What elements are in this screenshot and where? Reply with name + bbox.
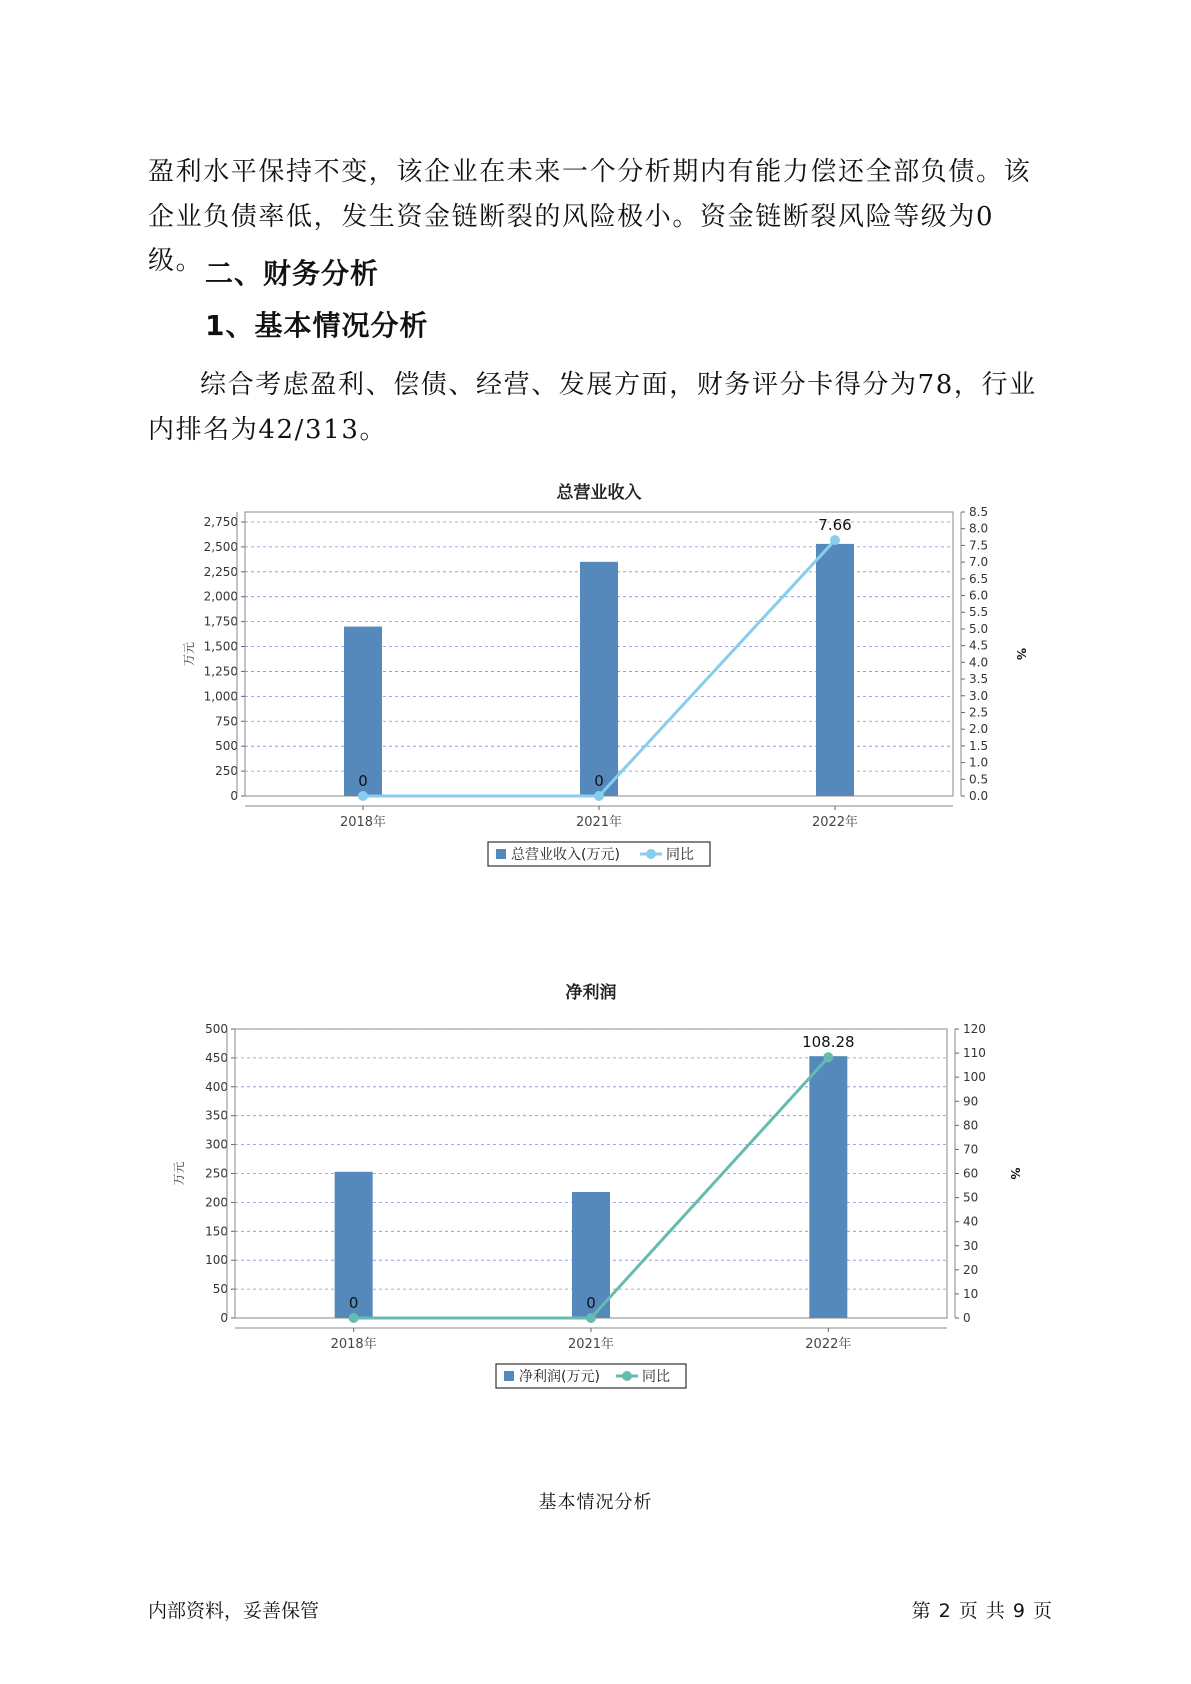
y-tick-label: 50: [212, 1282, 228, 1297]
x-tick-label: 2018年: [339, 815, 387, 830]
y2-tick-label: 8.0: [969, 521, 989, 536]
y2-tick-label: 3.5: [969, 672, 989, 687]
yoy-data-label: 0: [358, 772, 368, 790]
y2-tick-label: 90: [963, 1094, 979, 1109]
yoy-point: [823, 1052, 833, 1062]
y2-tick-label: 5.0: [969, 621, 989, 636]
y-tick-label: 2,750: [203, 514, 238, 529]
bar: [344, 627, 382, 796]
y-tick-label: 400: [205, 1079, 228, 1094]
y-tick-label: 500: [205, 1022, 228, 1036]
y2-tick-label: 40: [963, 1214, 979, 1229]
y2-tick-label: 70: [963, 1142, 979, 1157]
bar: [809, 1056, 847, 1318]
y-tick-label: 500: [215, 739, 238, 754]
y2-tick-label: 0: [963, 1311, 971, 1325]
y-tick-label: 250: [205, 1166, 228, 1181]
yoy-point: [349, 1313, 359, 1323]
y2-tick-label: 1.5: [969, 738, 989, 753]
y-axis-label: 万元: [182, 641, 196, 667]
net-profit-chart: [150, 980, 1022, 1450]
y2-tick-label: 120: [963, 1022, 986, 1036]
figure-caption: 基本情况分析: [538, 1492, 653, 1513]
y2-tick-label: 2.5: [969, 705, 989, 720]
yoy-data-label: 0: [586, 1294, 596, 1312]
y2-tick-label: 0.0: [969, 789, 989, 803]
y2-tick-label: 3.0: [969, 688, 989, 703]
chart-title: 总营业收入: [556, 483, 642, 503]
y2-tick-label: 7.5: [969, 538, 989, 553]
paragraph-line: 综合考虑盈利、偿债、经营、发展方面，财务评分卡得分为78，行业: [200, 370, 1037, 400]
y-tick-label: 300: [205, 1137, 228, 1152]
y2-tick-label: 30: [963, 1238, 979, 1253]
legend-line-marker: [646, 849, 656, 859]
y-tick-label: 150: [205, 1224, 228, 1239]
y2-tick-label: 110: [963, 1046, 986, 1061]
y-tick-label: 100: [205, 1253, 228, 1268]
y2-tick-label: 20: [963, 1262, 979, 1277]
y2-tick-label: 1.0: [969, 755, 989, 770]
y-tick-label: 2,250: [203, 564, 238, 579]
legend-bar-label: 总营业收入(万元): [511, 847, 620, 863]
paragraph-line: 内排名为42/313。: [148, 415, 388, 445]
y-tick-label: 1,500: [203, 639, 238, 654]
yoy-point: [586, 1313, 596, 1323]
x-tick-label: 2018年: [330, 1337, 377, 1352]
y2-tick-label: 2.0: [969, 722, 989, 737]
legend-line-label: 同比: [666, 847, 694, 863]
y2-tick-label: 4.0: [969, 655, 989, 670]
y2-tick-label: 4.5: [969, 638, 989, 653]
y-tick-label: 250: [215, 764, 238, 779]
legend-line-marker: [622, 1371, 632, 1381]
y2-tick-label: 0.5: [969, 772, 989, 787]
paragraph-line: 盈利水平保持不变，该企业在未来一个分析期内有能力偿还全部负债。该: [148, 157, 1032, 187]
legend-bar-swatch: [504, 1371, 514, 1381]
y2-axis-label: %: [1008, 1167, 1022, 1180]
yoy-point: [594, 791, 604, 801]
y2-tick-label: 100: [963, 1070, 986, 1085]
y-tick-label: 0: [220, 1311, 228, 1325]
yoy-data-label: 0: [348, 1294, 359, 1312]
y2-tick-label: 7.0: [969, 555, 989, 570]
yoy-point: [358, 791, 368, 801]
x-tick-label: 2022年: [811, 815, 859, 830]
y2-tick-label: 5.5: [969, 605, 989, 620]
y-tick-label: 350: [205, 1108, 228, 1123]
y-tick-label: 2,500: [203, 539, 238, 554]
bar: [580, 562, 618, 796]
y-tick-label: 1,000: [203, 689, 238, 704]
y-tick-label: 750: [215, 714, 238, 729]
y-axis-label: 万元: [172, 1161, 186, 1186]
revenue-chart-svg: [150, 480, 1028, 930]
y2-axis-label: %: [1014, 647, 1028, 661]
y-tick-label: 0: [230, 789, 238, 803]
yoy-data-label: 108.28: [802, 1033, 855, 1052]
y-tick-label: 1,250: [203, 664, 238, 679]
y2-tick-label: 6.0: [969, 588, 989, 603]
yoy-data-label: 0: [594, 772, 604, 790]
x-tick-label: 2022年: [805, 1337, 852, 1352]
legend-bar-swatch: [496, 849, 506, 859]
y2-tick-label: 80: [963, 1118, 979, 1133]
x-tick-label: 2021年: [567, 1337, 615, 1352]
legend-bar-label: 净利润(万元): [519, 1369, 600, 1385]
section-heading: 二、财务分析: [205, 257, 380, 290]
paragraph-line: 企业负债率低，发生资金链断裂的风险极小。资金链断裂风险等级为0级。: [148, 202, 995, 276]
x-tick-label: 2021年: [575, 815, 623, 830]
subsection-heading: 1、基本情况分析: [205, 309, 429, 342]
y-tick-label: 200: [205, 1195, 228, 1210]
y2-tick-label: 8.5: [969, 505, 989, 519]
y2-tick-label: 50: [963, 1190, 979, 1205]
chart-title: 净利润: [565, 983, 617, 1003]
yoy-point: [830, 535, 840, 545]
bar: [816, 544, 854, 796]
y2-tick-label: 60: [963, 1166, 979, 1181]
footer-page-number: 第 2 页 共 9 页: [911, 1600, 1053, 1622]
y-tick-label: 1,750: [203, 614, 238, 629]
legend-line-label: 同比: [642, 1369, 670, 1385]
y-tick-label: 2,000: [203, 589, 238, 604]
yoy-data-label: 7.66: [818, 516, 852, 535]
footer-left: 内部资料，妥善保管: [148, 1600, 320, 1622]
y2-tick-label: 6.5: [969, 571, 989, 586]
net-profit-chart-svg: [150, 980, 1022, 1450]
y-tick-label: 450: [205, 1050, 228, 1065]
y2-tick-label: 10: [963, 1286, 979, 1301]
revenue-chart: [150, 480, 1028, 930]
